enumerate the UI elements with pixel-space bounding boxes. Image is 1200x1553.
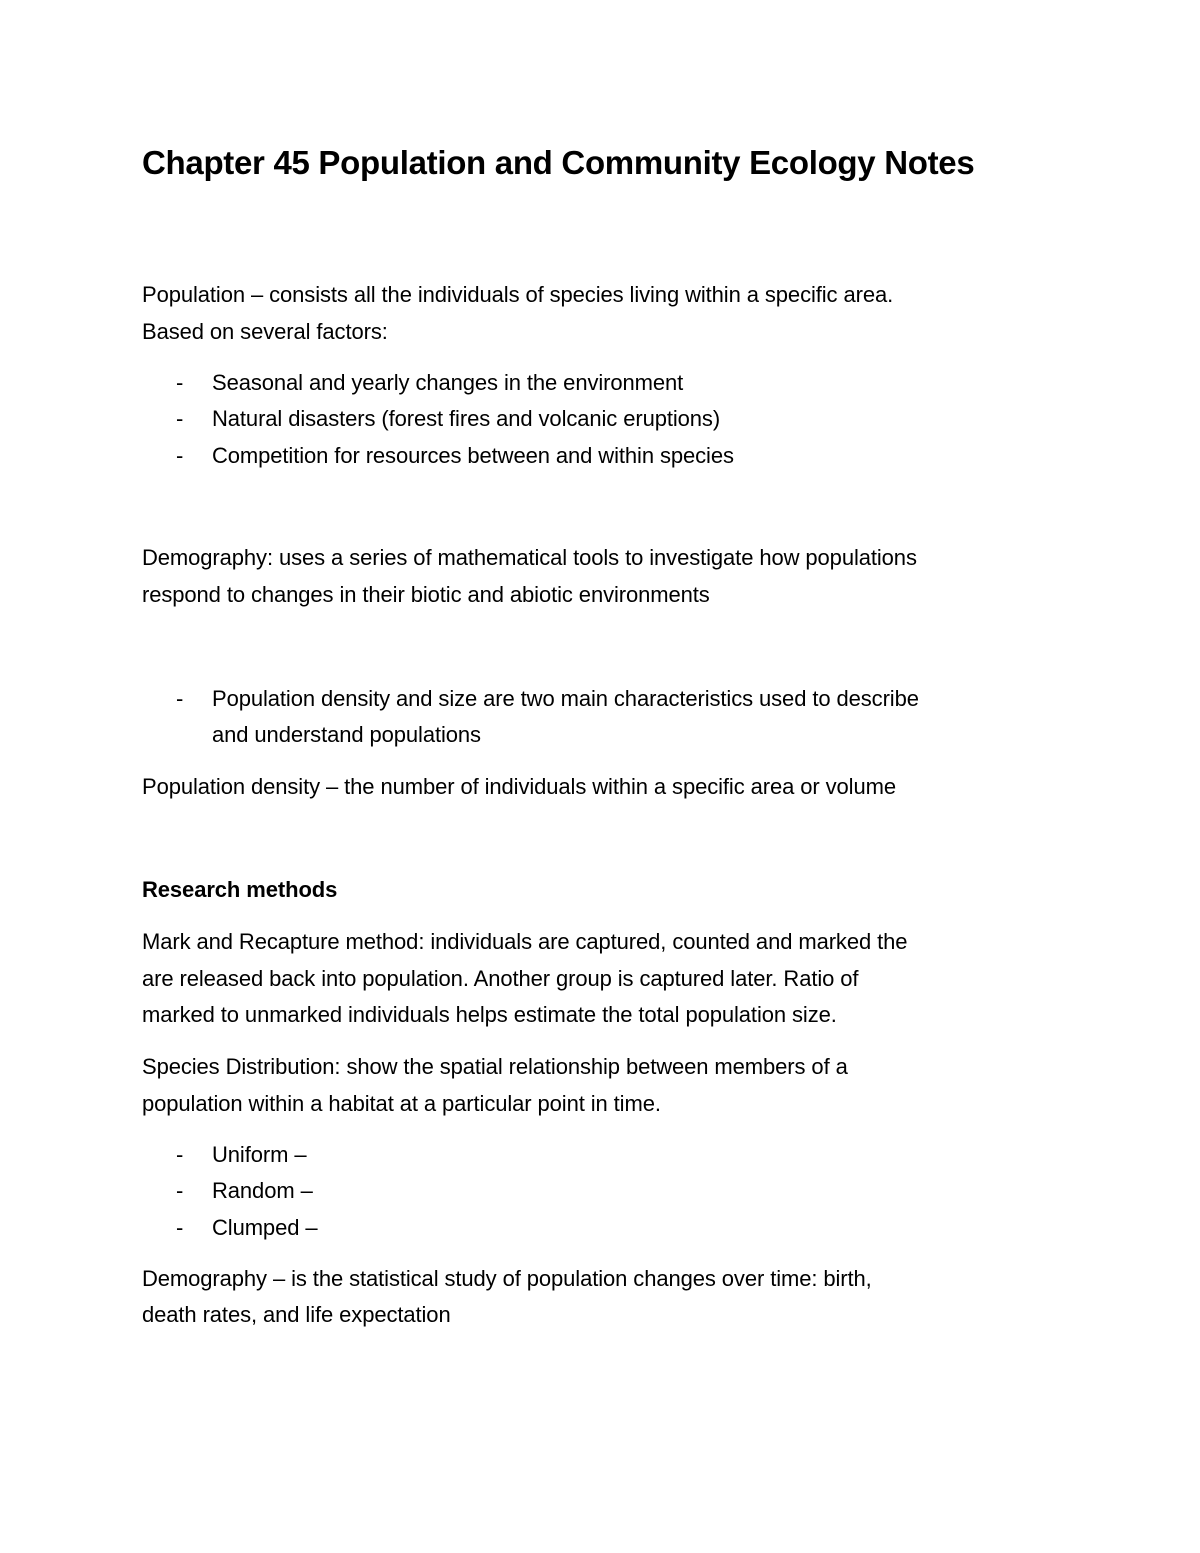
demography-definition-line-2: respond to changes in their biotic and abiotic environments xyxy=(142,582,710,607)
bullet-marker: - xyxy=(176,406,184,431)
density-bullet-line-1: Population density and size are two main characteristics used to describe xyxy=(212,686,919,711)
species-distribution-line-2: population within a habitat at a particular point in time. xyxy=(142,1091,661,1116)
distribution-item-random: Random – xyxy=(212,1178,313,1203)
bullet-marker: - xyxy=(176,370,184,395)
mark-recapture-line-1: Mark and Recapture method: individuals are captured, counted and marked the xyxy=(142,929,908,954)
research-methods-heading: Research methods xyxy=(142,877,338,902)
bullet-marker: - xyxy=(176,686,184,711)
density-definition: Population density – the number of individuals within a specific area or volume xyxy=(142,774,896,799)
demography-definition-line-1: Demography: uses a series of mathematical tools to investigate how populations xyxy=(142,545,917,570)
bullet-marker: - xyxy=(176,1215,184,1240)
bullet-marker: - xyxy=(176,1142,184,1167)
population-definition-line-2: Based on several factors: xyxy=(142,319,388,344)
page-title: Chapter 45 Population and Community Ecology Notes xyxy=(142,144,975,181)
mark-recapture-line-2: are released back into population. Another group is captured later. Ratio of xyxy=(142,966,859,991)
distribution-item-uniform: Uniform – xyxy=(212,1142,307,1167)
density-bullet-line-2: and understand populations xyxy=(212,722,481,747)
demography-statistics-line-2: death rates, and life expectation xyxy=(142,1302,451,1327)
species-distribution-line-1: Species Distribution: show the spatial relationship between members of a xyxy=(142,1054,848,1079)
mark-recapture-line-3: marked to unmarked individuals helps estimate the total population size. xyxy=(142,1002,837,1027)
factor-item-competition: Competition for resources between and within species xyxy=(212,443,734,468)
bullet-marker: - xyxy=(176,1178,184,1203)
demography-statistics-line-1: Demography – is the statistical study of population changes over time: birth, xyxy=(142,1266,872,1291)
bullet-marker: - xyxy=(176,443,184,468)
distribution-item-clumped: Clumped – xyxy=(212,1215,318,1240)
population-definition-line-1: Population – consists all the individuals of species living within a specific area. xyxy=(142,282,894,307)
factor-item-seasonal: Seasonal and yearly changes in the environment xyxy=(212,370,684,395)
factor-item-disasters: Natural disasters (forest fires and volcanic eruptions) xyxy=(212,406,721,431)
